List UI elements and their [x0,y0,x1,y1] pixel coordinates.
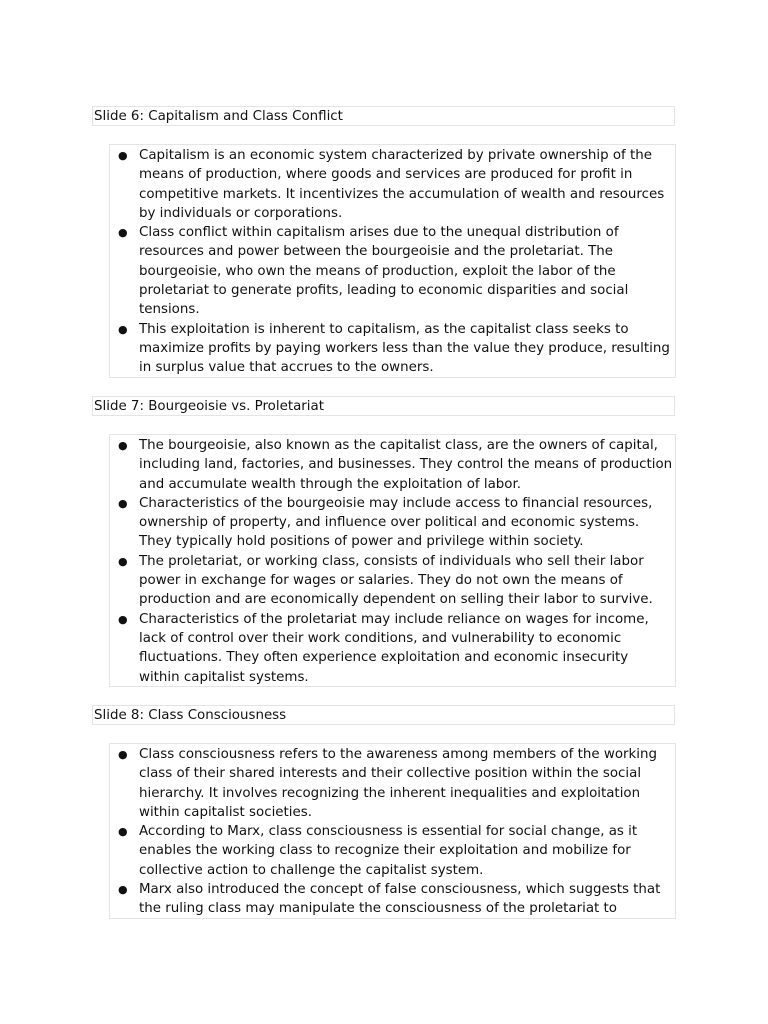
slide-8-bullet-list [109,743,676,919]
bullet-icon: ● [118,496,128,510]
slide-6-heading: Slide 6: Capitalism and Class Conflict [92,106,675,126]
bullet-icon: ● [118,883,128,897]
bullet-icon: ● [118,439,128,452]
list-item [110,320,675,378]
list-item [110,223,675,319]
bullet-text: Characteristics of the bourgeoisie may include access to financial resources, ownership of property, and influence over political and economic systems. They typically hold positions of power and privilege within society. [139,495,653,550]
bullet-text: Capitalism is an economic system characterized by private ownership of the means of production, where goods and services are produced for profit in competitive markets. It incentivizes the accumulation of wealth and resources by individuals or corporations. [139,148,665,221]
bullet-icon: ● [118,825,128,839]
list-item [110,436,675,494]
bullet-text: Marx also introduced the concept of false consciousness, which suggests that the ruling class may manipulate the consciousness of the proletariat to [139,882,661,917]
list-item [110,146,675,223]
slide-7-heading: Slide 7: Bourgeoisie vs. Proletariat [92,396,675,416]
bullet-icon: ● [118,748,128,761]
bullet-icon: ● [118,322,128,336]
bullet-text: Characteristics of the proletariat may include reliance on wages for income, lack of control over their work conditions, and vulnerability to economic fluctuations. They often experience exploitation and economic insecurity within capitalist systems. [139,611,649,685]
bullet-icon: ● [118,149,128,162]
list-item [110,552,675,610]
bullet-text: This exploitation is inherent to capitalism, as the capitalist class seeks to maximize profits by paying workers less than the value they produce, resulting in surplus value that accrues to the owners. [139,321,670,376]
bullet-icon: ● [118,612,128,626]
list-item [110,610,675,687]
slide-7-bullet-list [109,434,676,687]
list-item [110,494,675,552]
bullet-text: The proletariat, or working class, consists of individuals who sell their labor power in exchange for wages or salaries. They do not own the means of production and are economically dependent on selling their labor to survive. [139,553,653,608]
slide-6-bullet-list [109,144,676,378]
bullet-icon: ● [118,554,128,568]
bullet-text: Class conflict within capitalism arises due to the unequal distribution of resources and power between the bourgeoisie and the proletariat. The bourgeoisie, who own the means of production, exploit the labor of the proletariat to generate profits, leading to economic disparities and social tensions. [139,225,629,318]
bullet-text: Class consciousness refers to the awareness among members of the working class of their shared interests and their collective position within the social hierarchy. It involves recognizing the inherent inequalities and exploitation within capitalist societies. [139,747,657,820]
slide-8-heading: Slide 8: Class Consciousness [92,705,675,725]
list-item [110,880,675,919]
bullet-icon: ● [118,226,128,240]
bullet-text: The bourgeoisie, also known as the capitalist class, are the owners of capital, including land, factories, and businesses. They control the means of production and accumulate wealth through the exploitation of labor. [139,438,673,492]
list-item [110,822,675,880]
bullet-text: According to Marx, class consciousness is essential for social change, as it enables the working class to recognize their exploitation and mobilize for collective action to challenge the capitalist system. [139,824,638,878]
list-item [110,745,675,822]
